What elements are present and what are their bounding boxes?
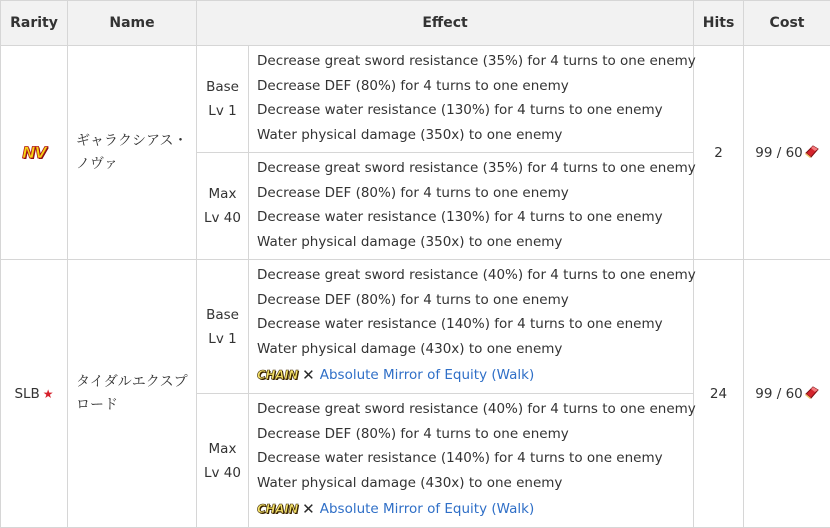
star-icon: ★: [43, 387, 54, 401]
table-row: [1, 46, 830, 153]
level-label-bottom: Lv 1: [198, 99, 247, 123]
level-label: [197, 394, 249, 528]
effect-line: Water physical damage (350x) to one enemy: [257, 123, 685, 148]
effect-line: Decrease DEF (80%) for 4 turns to one enemy: [257, 422, 685, 447]
chain-line: [257, 495, 685, 523]
effect-line: Decrease water resistance (140%) for 4 turns to one enemy: [257, 446, 685, 471]
level-label-top: Base: [198, 75, 247, 99]
nv-badge-icon: NV: [22, 143, 46, 162]
effect-line: Water physical damage (430x) to one enemy: [257, 337, 685, 362]
effect-line: Decrease water resistance (130%) for 4 turns to one enemy: [257, 205, 685, 230]
hits-cell: 24: [694, 260, 744, 528]
effect-cell: [249, 46, 694, 153]
cost-value: 99 / 60: [755, 386, 803, 402]
table-row: [1, 260, 830, 394]
effect-header: Effect: [197, 1, 694, 46]
chain-link[interactable]: Absolute Mirror of Equity (Walk): [320, 495, 535, 523]
rarity-label: SLB: [14, 386, 39, 402]
effect-line: Decrease DEF (80%) for 4 turns to one enemy: [257, 288, 685, 313]
rarity-cell: [1, 46, 68, 260]
effect-line: Water physical damage (350x) to one enemy: [257, 230, 685, 255]
level-label-top: Max: [198, 437, 247, 461]
skill-name: ギャラクシアス・ノヴァ: [68, 46, 197, 260]
level-label: [197, 260, 249, 394]
rarity-header: Rarity: [1, 1, 68, 46]
effect-line: Decrease DEF (80%) for 4 turns to one enemy: [257, 74, 685, 99]
effect-cell: [249, 394, 694, 528]
level-label-top: Max: [198, 182, 247, 206]
effect-cell: [249, 153, 694, 260]
effect-line: Decrease great sword resistance (40%) for 4 turns to one enemy: [257, 263, 685, 288]
chain-link[interactable]: Absolute Mirror of Equity (Walk): [320, 361, 535, 389]
cost-cell: [744, 46, 830, 260]
chain-line: [257, 361, 685, 389]
name-header: Name: [68, 1, 197, 46]
red-gem-icon: [805, 145, 819, 159]
effect-line: Decrease DEF (80%) for 4 turns to one enemy: [257, 181, 685, 206]
red-gem-icon: [805, 386, 819, 400]
crossed-swords-icon: ✕: [302, 495, 315, 523]
level-label-top: Base: [198, 303, 247, 327]
effect-line: Decrease water resistance (130%) for 4 turns to one enemy: [257, 98, 685, 123]
level-label-bottom: Lv 40: [198, 461, 247, 485]
level-label-bottom: Lv 1: [198, 327, 247, 351]
effect-line: Water physical damage (430x) to one enemy: [257, 471, 685, 496]
effect-line: Decrease great sword resistance (35%) for 4 turns to one enemy: [257, 49, 685, 74]
effect-line: Decrease great sword resistance (35%) for 4 turns to one enemy: [257, 156, 685, 181]
rarity-cell: [1, 260, 68, 528]
effect-cell: [249, 260, 694, 394]
level-label: [197, 46, 249, 153]
chain-badge-icon: CHAIN: [257, 495, 298, 523]
header-row: [1, 1, 830, 46]
chain-badge-icon: CHAIN: [257, 361, 298, 389]
effect-line: Decrease water resistance (140%) for 4 turns to one enemy: [257, 312, 685, 337]
cost-value: 99 / 60: [755, 145, 803, 161]
level-label: [197, 153, 249, 260]
skill-name: タイダルエクスプロード: [68, 260, 197, 528]
level-label-bottom: Lv 40: [198, 206, 247, 230]
effect-line: Decrease great sword resistance (40%) for 4 turns to one enemy: [257, 397, 685, 422]
cost-cell: [744, 260, 830, 528]
hits-header: Hits: [694, 1, 744, 46]
hits-cell: 2: [694, 46, 744, 260]
cost-header: Cost: [744, 1, 830, 46]
crossed-swords-icon: ✕: [302, 361, 315, 389]
